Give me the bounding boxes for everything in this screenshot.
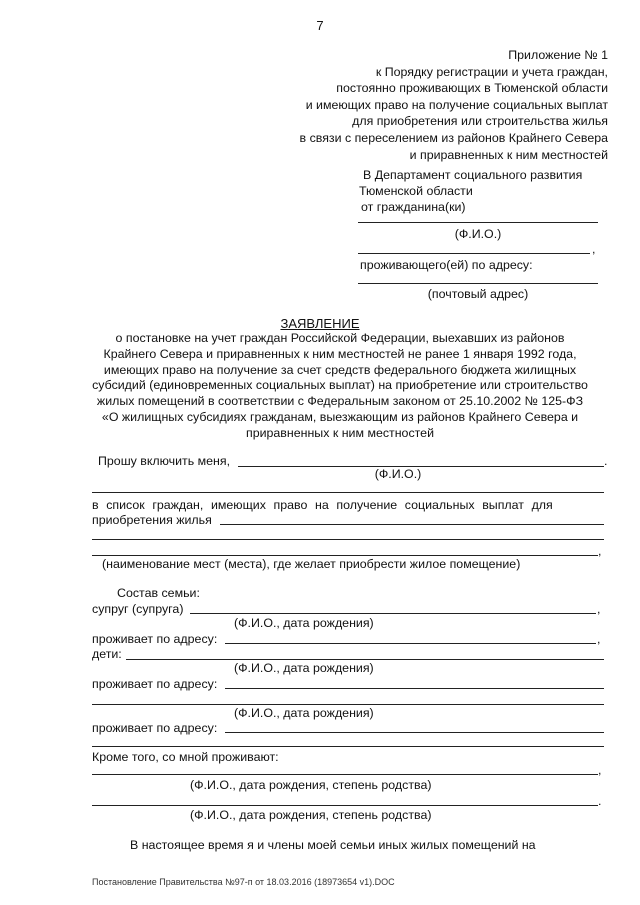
comma: , <box>597 632 601 646</box>
appendix-line: для приобретения или строительства жилья <box>352 114 608 129</box>
request-line2[interactable] <box>92 492 604 493</box>
statement-paragraph <box>60 331 620 442</box>
cohabitant2-caption: (Ф.И.О., дата рождения, степень родства) <box>190 808 432 822</box>
statement-line: приравненных к ним местностей <box>246 425 434 440</box>
residing-label: проживающего(ей) по адресу: <box>360 258 533 272</box>
places-line1[interactable] <box>220 524 604 525</box>
family-title: Состав семьи: <box>117 586 200 600</box>
cohabitant1-caption: (Ф.И.О., дата рождения, степень родства) <box>190 778 432 792</box>
besides-label: Кроме того, со мной проживают: <box>92 750 279 764</box>
extra-line[interactable] <box>92 746 604 747</box>
child1-caption: (Ф.И.О., дата рождения) <box>234 661 374 675</box>
places-caption: (наименование мест (места), где желает приобрести жилое помещение) <box>102 557 521 571</box>
appendix-line: к Порядку регистрации и учета граждан, <box>375 64 608 79</box>
lives-at-label: проживает по адресу: <box>92 632 218 646</box>
appendix-line: постоянно проживающих в Тюменской области <box>336 81 608 96</box>
cohabitant1-line[interactable] <box>92 774 598 775</box>
spouse-line[interactable] <box>190 613 596 614</box>
list-line2: приобретения жилья <box>92 513 212 527</box>
statement-title: ЗАЯВЛЕНИЕ <box>280 316 360 331</box>
appendix-line: Приложение № 1 <box>508 48 608 62</box>
statement-line: «О жилищных субсидиях гражданам, выезжающим из районов Крайнего Севера и <box>101 409 579 424</box>
spouse-label: супруг (супруга) <box>92 602 184 616</box>
lives-at-label: проживает по адресу: <box>92 721 218 735</box>
lives-at-label: проживает по адресу: <box>92 677 218 691</box>
postal-address-line[interactable] <box>358 283 598 284</box>
postal-caption: (почтовый адрес) <box>427 287 529 301</box>
page-number: 7 <box>316 18 324 33</box>
places-line2[interactable] <box>92 539 604 540</box>
statement-line: Крайнего Севера и приравненных к ним местностей не ранее 1 января 1992 года, <box>103 346 577 361</box>
spouse-address-line[interactable] <box>225 643 596 644</box>
statement-line: субсидий (единовременных социальных выплат) на приобретение или строительство <box>92 378 588 393</box>
statement-line: имеющих право на получение за счет средств федерального бюджета жилищных <box>103 362 577 377</box>
footer: Постановление Правительства №97-п от 18.03.2016 (18973654 v1).DOC <box>92 877 395 887</box>
appendix-line: и приравненных к ним местностей <box>409 147 608 162</box>
comma: , <box>597 602 601 616</box>
comma: , <box>592 242 596 256</box>
child1-address-line[interactable] <box>225 688 604 689</box>
cohabitant2-line[interactable] <box>92 805 598 806</box>
children-label: дети: <box>92 647 122 661</box>
period: . <box>598 794 602 808</box>
appendix-line: и имеющих право на получение социальных выплат <box>305 97 608 112</box>
addressee-line1: В Департамент социального развития <box>363 168 583 182</box>
addressee-line3: от гражданина(ки) <box>361 200 466 214</box>
child2-caption: (Ф.И.О., дата рождения) <box>234 706 374 720</box>
fio-field-line[interactable] <box>358 222 598 223</box>
period: . <box>604 454 608 468</box>
fio-caption: (Ф.И.О.) <box>454 227 502 241</box>
bottom-text: В настоящее время я и члены моей семьи иных жилых помещений на <box>130 838 536 852</box>
places-line3[interactable] <box>92 555 598 556</box>
child2-address-line[interactable] <box>225 732 604 733</box>
request-label: Прошу включить меня, <box>98 454 231 468</box>
children-line[interactable] <box>126 659 604 660</box>
name-line2[interactable] <box>358 253 590 254</box>
request-fio-caption: (Ф.И.О.) <box>374 467 422 481</box>
statement-line: жилых помещений в соответствии с Федеральным законом от 25.10.2002 № 125-ФЗ <box>96 394 584 409</box>
child2-line[interactable] <box>92 704 604 705</box>
spouse-caption: (Ф.И.О., дата рождения) <box>234 616 374 630</box>
comma: , <box>598 763 602 777</box>
statement-line: о постановке на учет граждан Российской Федерации, выехавших из районов <box>115 331 565 345</box>
list-line1: в список граждан, имеющих право на получение социальных выплат для <box>92 498 553 512</box>
appendix-line: в связи с переселением из районов Крайнего Севера <box>299 130 608 145</box>
comma: , <box>598 544 602 558</box>
appendix-block <box>300 47 608 163</box>
addressee-line2: Тюменской области <box>359 184 473 198</box>
